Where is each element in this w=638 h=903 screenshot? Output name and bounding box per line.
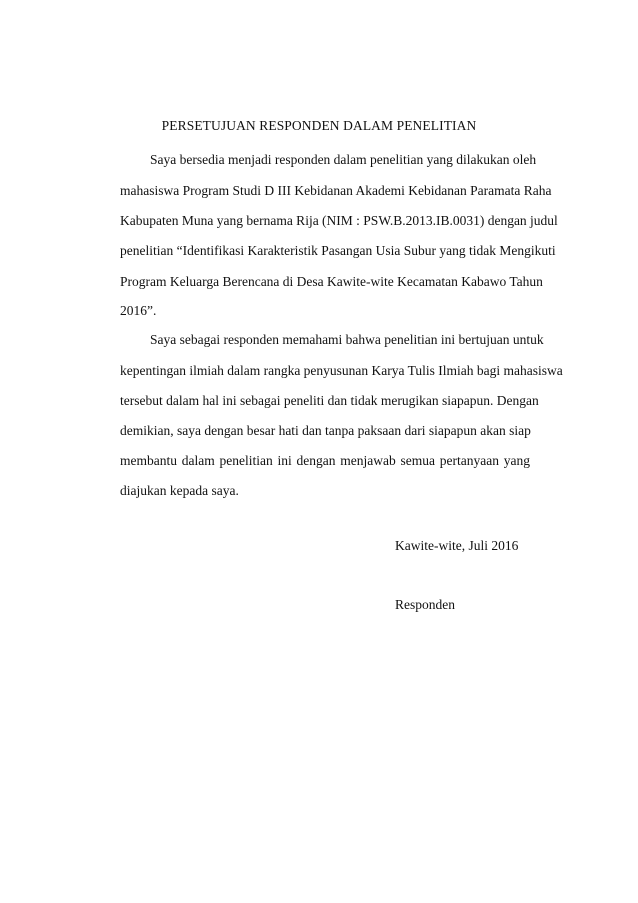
paragraph-2-line-4: demikian, saya dengan besar hati dan tanpa paksaan dari siapapun akan siap [120, 423, 531, 438]
paragraph-2-line-2: kepentingan ilmiah dalam rangka penyusunan Karya Tulis Ilmiah bagi mahasiswa [120, 363, 563, 378]
paragraph-1-line-1: Saya bersedia menjadi responden dalam penelitian yang dilakukan oleh [150, 152, 537, 167]
paragraph-1-line-6: 2016”. [120, 303, 157, 318]
paragraph-1-line-4: penelitian “Identifikasi Karakteristik Pasangan Usia Subur yang tidak Mengikuti [120, 243, 556, 258]
paragraph-1-line-2: mahasiswa Program Studi D III Kebidanan Akademi Kebidanan Paramata Raha [120, 183, 552, 198]
paragraph-2-line-6: diajukan kepada saya. [120, 483, 239, 498]
paragraph-2-line-1: Saya sebagai responden memahami bahwa penelitian ini bertujuan untuk [150, 332, 544, 347]
paragraph-2-line-3: tersebut dalam hal ini sebagai peneliti dan tidak merugikan siapapun. Dengan [120, 393, 539, 408]
signatory-label: Responden [395, 597, 455, 612]
place-date: Kawite-wite, Juli 2016 [395, 538, 519, 553]
document-title: PERSETUJUAN RESPONDEN DALAM PENELITIAN [161, 118, 477, 133]
paragraph-2-line-5: membantu dalam penelitian ini dengan menjawab semua pertanyaan yang [120, 453, 530, 468]
paragraph-1-line-5: Program Keluarga Berencana di Desa Kawite-wite Kecamatan Kabawo Tahun [120, 274, 543, 289]
paragraph-1-line-3: Kabupaten Muna yang bernama Rija (NIM : PSW.B.2013.IB.0031) dengan judul [120, 213, 558, 228]
